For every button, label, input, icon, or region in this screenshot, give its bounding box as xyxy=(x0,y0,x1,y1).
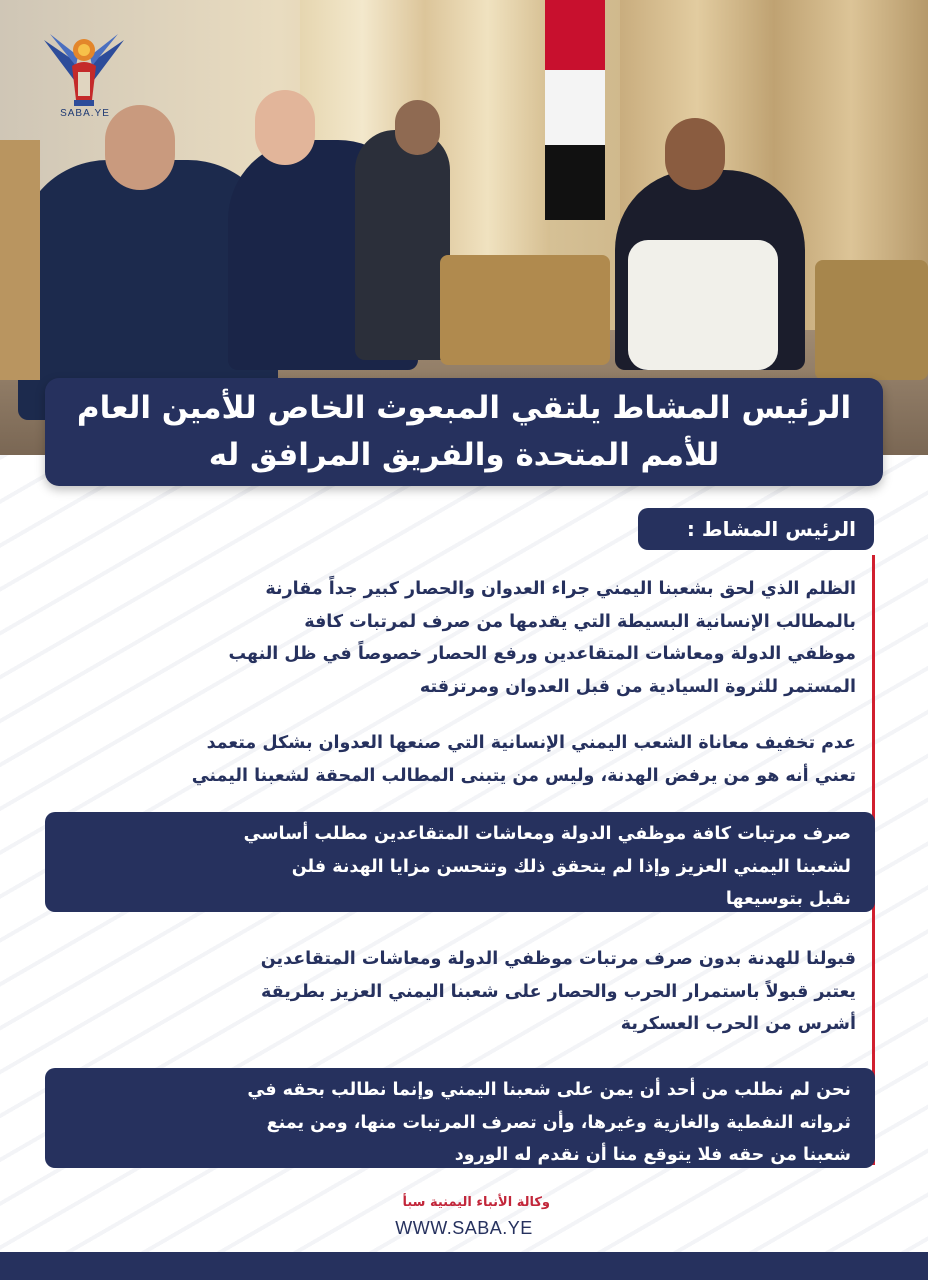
headline xyxy=(45,378,883,486)
quote-line: قبولنا للهدنة بدون صرف مرتبات موظفي الدولة ومعاشات المتقاعدين xyxy=(260,949,856,969)
quote-line: نحن لم نطلب من أحد أن يمن على شعبنا اليمني وإنما نطالب بحقه في xyxy=(247,1080,851,1100)
quote-line: موظفي الدولة ومعاشات المتقاعدين ورفع الحصار خصوصاً في ظل النهب xyxy=(228,644,856,664)
quote-line: نقبل بتوسيعها xyxy=(725,889,851,909)
quote-paragraph-5 xyxy=(45,1068,875,1168)
headline-line-2: للأمم المتحدة والفريق المرافق له xyxy=(208,437,720,473)
quote-line: يعتبر قبولاً باستمرار الحرب والحصار على شعبنا اليمني العزيز بطريقة xyxy=(261,981,856,1002)
quote-line: الظلم الذي لحق بشعبنا اليمني جراء العدوان والحصار كبير جداً مقارنة xyxy=(265,579,856,599)
quote-line: أشرس من الحرب العسكرية xyxy=(620,1014,856,1034)
quote-line: تعني أنه هو من يرفض الهدنة، وليس من يتبنى المطالب المحقة لشعبنا اليمني xyxy=(191,765,856,786)
quote-line: ثرواته النفطية والغازية وغيرها، وأن تصرف المرتبات منها، ومن يمنع xyxy=(266,1112,851,1133)
speaker-tag: الرئيس المشاط : xyxy=(638,508,874,550)
logo-text: SABA.YE xyxy=(60,108,110,119)
quote-paragraph-2 xyxy=(80,727,856,792)
quote-paragraph-3 xyxy=(45,812,875,912)
quote-line: المستمر للثروة السيادية من قبل العدوان ومرتزقته xyxy=(419,676,856,697)
quote-line: عدم تخفيف معاناة الشعب اليمني الإنسانية التي صنعها العدوان بشكل متعمد xyxy=(206,733,856,753)
agency-name: وكالة الأنباء اليمنية سبأ xyxy=(402,1195,550,1210)
website-url[interactable]: WWW.SABA.YE xyxy=(395,1218,533,1238)
quote-line: شعبنا من حقه فلا يتوقع منا أن نقدم له الورود xyxy=(454,1145,851,1165)
quote-paragraph-4 xyxy=(80,943,856,1041)
quote-line: بالمطالب الإنسانية البسيطة التي يقدمها من صرف لمرتبات كافة xyxy=(304,611,856,632)
saba-logo xyxy=(34,22,134,122)
quote-line: صرف مرتبات كافة موظفي الدولة ومعاشات المتقاعدين مطلب أساسي xyxy=(243,824,851,844)
headline-line-1: الرئيس المشاط يلتقي المبعوث الخاص للأمين العام xyxy=(76,390,852,426)
bottom-bar xyxy=(0,1252,928,1280)
flag xyxy=(545,0,605,70)
quote-line: لشعبنا اليمني العزيز وإذا لم يتحقق ذلك وتتحسن مزايا الهدنة فلن xyxy=(291,856,851,877)
quote-paragraph-1 xyxy=(80,573,856,703)
